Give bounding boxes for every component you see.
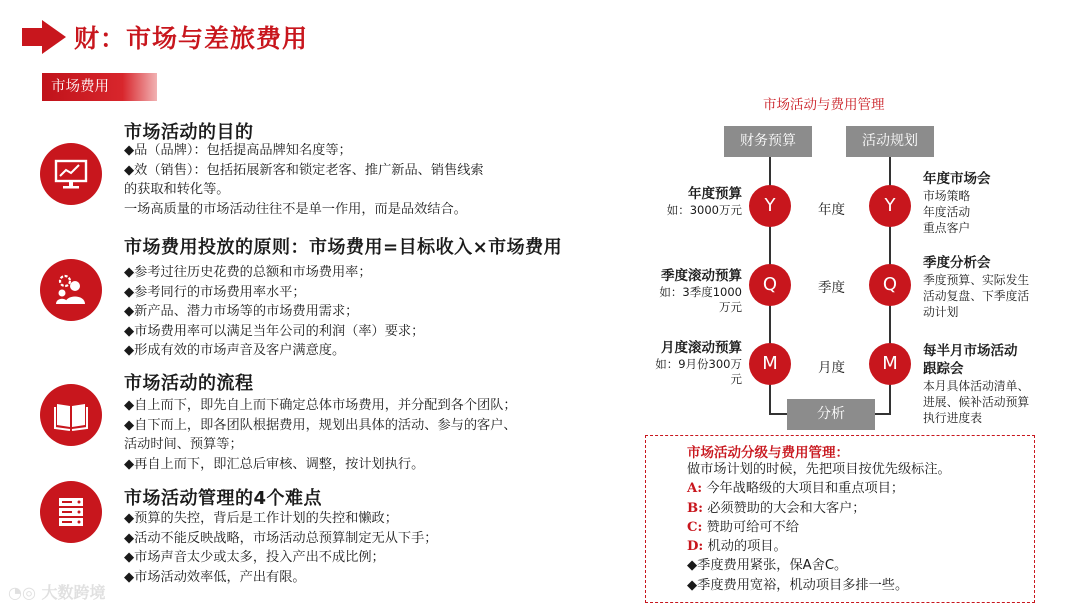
- section-body-difficulties: [124, 509, 437, 587]
- grading-text: 机动的项目。: [707, 539, 787, 555]
- quarter-meeting-line: 动计划: [923, 305, 959, 319]
- quarter-budget-title: 季度滚动预算: [661, 268, 742, 284]
- principle-line: ◆市场费用率可以满足当年公司的利润（率）要求；: [124, 323, 425, 339]
- process-line: ◆自上而下，即先自上而下确定总体市场费用，并分配到各个团队；: [124, 398, 517, 413]
- grading-note: ◆季度费用宽裕，机动项目多排一些。: [687, 577, 909, 593]
- grading-item-a: [687, 479, 951, 498]
- grading-text: 今年战略级的大项目和重点项目；: [706, 481, 905, 497]
- difficulty-line: ◆市场声音太少或太多，投入产出不成比例；: [124, 550, 385, 565]
- purpose-line: 的获取和转化等。: [124, 182, 230, 197]
- year-meeting-block: [923, 170, 991, 236]
- quarter-meeting-block: [923, 254, 1029, 320]
- section-title-process: 市场活动的流程: [124, 373, 254, 394]
- section-tag: 市场费用: [42, 73, 157, 101]
- purpose-line: ◆效（销售）：包括拓展新客和锁定老客、推广新品、销售线索: [124, 162, 484, 178]
- section-body-principle: [124, 263, 424, 361]
- difficulty-line: ◆活动不能反映战略，市场活动总预算制定无从下手；: [124, 530, 438, 546]
- purpose-line: 一场高质量的市场活动往往不是单一作用，而是品效结合。: [124, 201, 467, 217]
- month-meeting-block: [923, 342, 1029, 426]
- node-right-quarter: Q: [869, 264, 911, 306]
- quarter-budget-example: 万元: [719, 300, 742, 314]
- principle-line: ◆参考同行的市场费用率水平；: [124, 284, 306, 300]
- grading-intro: 做市场计划的时候，先把项目按优先级标注。: [687, 462, 951, 477]
- section-title-principle: 市场费用投放的原则：市场费用=目标收入×市场费用: [124, 237, 563, 258]
- analysis-box: 分析: [787, 399, 875, 430]
- year-meeting-title: 年度市场会: [923, 171, 991, 187]
- grading-item-c: [687, 518, 951, 537]
- month-meeting-line: 本月具体活动清单、: [923, 379, 1030, 393]
- grading-title: 市场活动分级与费用管理：: [687, 445, 849, 461]
- principle-line: ◆形成有效的市场声音及客户满意度。: [124, 343, 346, 358]
- grading-note: ◆季度费用紧张，保A舍C。: [687, 558, 848, 574]
- grading-item-d: [687, 537, 951, 556]
- year-budget-block: [667, 185, 742, 218]
- process-line: ◆自下而上，即各团队根据费用，规划出具体的活动、参与的客户、: [124, 417, 517, 433]
- section-body-purpose: [124, 141, 484, 219]
- quarter-budget-block: [659, 267, 742, 315]
- quarter-meeting-line: 季度预算、实际发生: [923, 273, 1030, 287]
- period-label-year: 年度: [818, 202, 845, 218]
- difficulty-line: ◆市场活动效率低，产出有限。: [124, 569, 306, 585]
- quarter-meeting-title: 季度分析会: [923, 255, 991, 271]
- section-title-difficulties: 市场活动管理的4个难点: [124, 488, 323, 509]
- year-meeting-line: 市场策略: [923, 189, 971, 203]
- purpose-line: ◆品（品牌）：包括提高品牌知名度等；: [124, 143, 352, 158]
- node-left-quarter: Q: [749, 264, 791, 306]
- year-budget-title: 年度预算: [688, 186, 742, 202]
- activity-planning-box: 活动规划: [846, 126, 934, 157]
- node-left-year: Y: [749, 185, 791, 227]
- node-right-month: M: [869, 343, 911, 385]
- quarter-budget-example: 如：3季度1000: [659, 285, 742, 299]
- process-line: ◆再自上而下，即汇总后审核、调整，按计划执行。: [124, 456, 425, 472]
- month-meeting-line: 执行进度表: [923, 411, 982, 425]
- month-budget-example: 如：9月份300万: [655, 357, 742, 371]
- quarter-meeting-line: 活动复盘、下季度活: [923, 289, 1030, 303]
- watermark-icon: ◔◎: [8, 583, 42, 602]
- principle-line: ◆参考过往历史花费的总额和市场费用率；: [124, 265, 372, 280]
- page-title: 财：市场与差旅费用: [74, 24, 309, 53]
- finance-budget-box: 财务预算: [724, 126, 812, 157]
- month-budget-block: [655, 339, 742, 387]
- team-gear-icon: [40, 259, 102, 321]
- period-label-month: 月度: [818, 360, 845, 376]
- grading-body: [687, 460, 951, 595]
- diagram-title: 市场活动与费用管理: [763, 97, 885, 113]
- section-title-purpose: 市场活动的目的: [124, 122, 254, 143]
- month-meeting-title2: 跟踪会: [923, 361, 964, 377]
- node-right-year: Y: [869, 185, 911, 227]
- server-icon: [40, 481, 102, 543]
- period-label-quarter: 季度: [818, 280, 845, 296]
- grading-key: B:: [687, 500, 704, 516]
- watermark-logo: [8, 580, 106, 603]
- year-budget-example: 如：3000万元: [666, 203, 742, 217]
- grading-item-b: [687, 499, 951, 518]
- month-meeting-line: 进展、候补活动预算: [923, 395, 1030, 409]
- node-left-month: M: [749, 343, 791, 385]
- grading-key: D:: [687, 539, 704, 555]
- principle-line: ◆新产品、潜力市场等的市场费用需求；: [124, 304, 359, 319]
- process-line: 活动时间、预算等；: [124, 437, 243, 452]
- difficulty-line: ◆预算的失控，背后是工作计划的失控和懒政；: [124, 511, 398, 526]
- year-meeting-line: 重点客户: [923, 221, 971, 235]
- grading-text: 赞助可给可不给: [706, 519, 799, 535]
- grading-key: C:: [687, 519, 703, 535]
- watermark-text: 大数跨境: [41, 583, 106, 602]
- year-meeting-line: 年度活动: [923, 205, 971, 219]
- chart-monitor-icon: [40, 143, 102, 205]
- title-arrow-icon: [22, 20, 66, 54]
- open-book-icon: [40, 384, 102, 446]
- section-body-process: [124, 396, 517, 474]
- grading-key: A:: [687, 481, 703, 497]
- month-budget-example: 元: [730, 372, 742, 386]
- month-meeting-title: 每半月市场活动: [923, 343, 1018, 359]
- grading-text: 必须赞助的大会和大客户；: [707, 500, 866, 516]
- month-budget-title: 月度滚动预算: [661, 340, 742, 356]
